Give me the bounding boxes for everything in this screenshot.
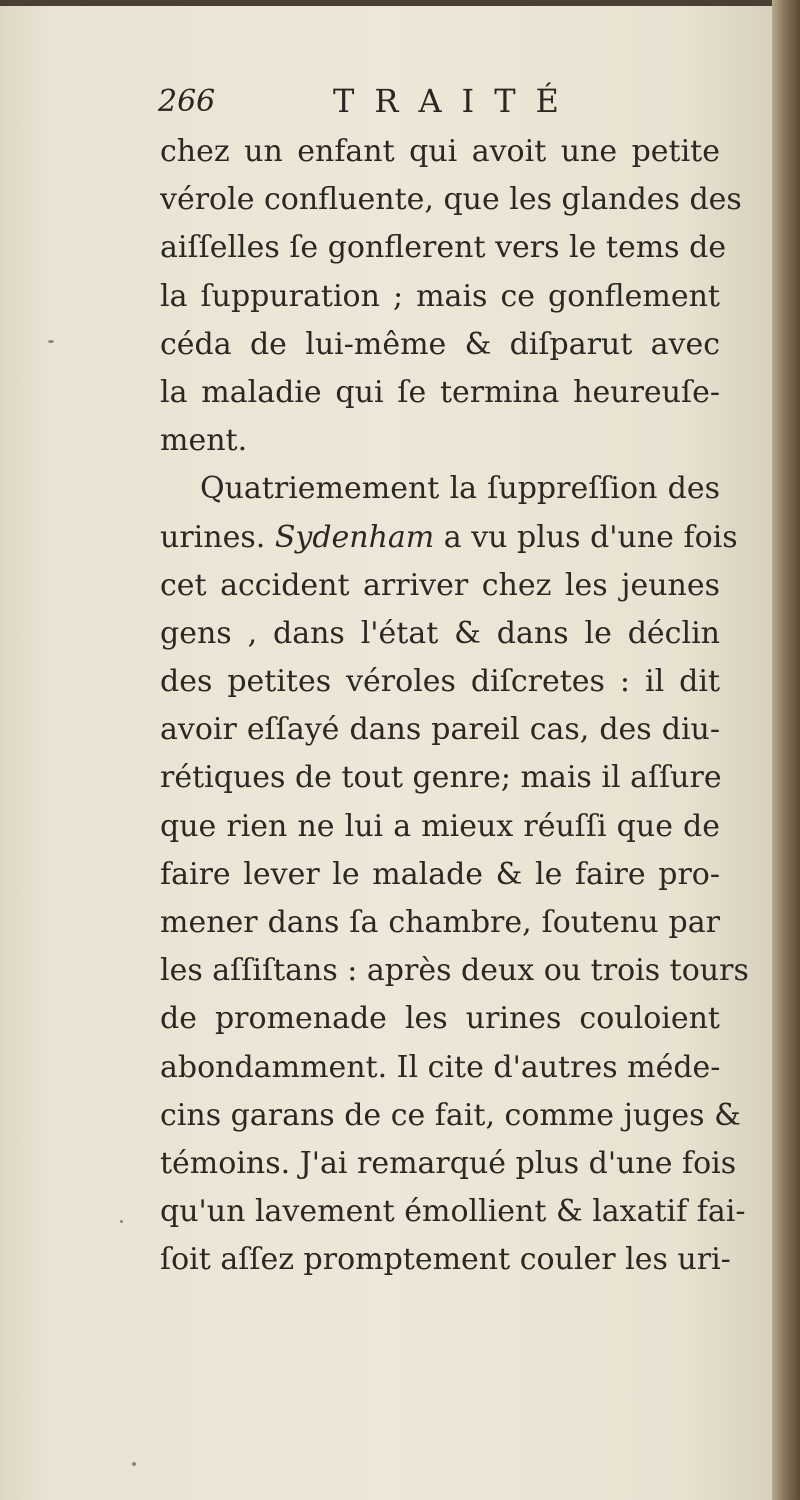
text-line-6: la maladie qui ſe termina heureuſe- [160,374,720,410]
paper-speck [48,340,54,343]
text-line-9-end: a vu plus d'une fois [443,519,738,555]
text-line-8: Quatriemement la ſuppreſſion des [200,471,720,507]
text-line-15: que rien ne lui a mieux réuſſi que de [160,808,720,844]
text-line-2: vérole confluente, que les glandes des [160,182,742,218]
text-line-22: témoins. J'ai remarqué plus d'une fois [160,1145,737,1181]
text-line-21: cins garans de ce fait, comme juges & [160,1097,741,1133]
text-line-7: ment. [160,423,248,459]
text-line-3: aiſſelles ſe gonflerent vers le tems de [160,230,727,266]
text-line-13: avoir eſſayé dans pareil cas, des diu- [160,712,720,748]
text-line-23: qu'un lavement émollient & laxatif fai- [160,1194,746,1230]
text-line-17: mener dans ſa chambre, ſoutenu par [160,905,720,940]
paper-speck [132,1462,136,1466]
text-line-16: faire lever le malade & le faire pro- [160,856,720,892]
page-number: 266 [158,84,216,119]
text-line-11: gens , dans l'état & dans le déclin [160,615,720,651]
text-line-9 [160,514,738,562]
text-line-10: cet accident arriver chez les jeunes [160,567,720,603]
page-edge [772,0,800,1500]
text-line-1: chez un enfant qui avoit une petite [160,134,720,169]
text-line-19: de promenade les urines couloient [160,1001,720,1037]
running-title: TRAITÉ [333,82,579,120]
author-name-sydenham: Sydenham [274,519,435,555]
text-line-14: rétiques de tout genre; mais il aſſure [160,760,722,796]
text-line-5: céda de lui-même & diſparut avec [160,326,720,362]
body-text [160,128,749,1285]
text-line-9-start: urines. [160,519,266,555]
text-line-4: la ſuppuration ; mais ce gonflement [160,278,720,314]
text-line-20: abondamment. Il cite d'autres méde- [160,1049,721,1085]
text-line-24: ſoit aſſez promptement couler les uri- [160,1242,731,1278]
text-line-12: des petites véroles diſcretes : il dit [160,664,720,700]
text-line-18: les aſſiſtans : après deux ou trois tours [160,953,749,989]
paper-speck [120,1220,123,1223]
running-head [158,78,578,128]
top-page-border [0,0,772,6]
